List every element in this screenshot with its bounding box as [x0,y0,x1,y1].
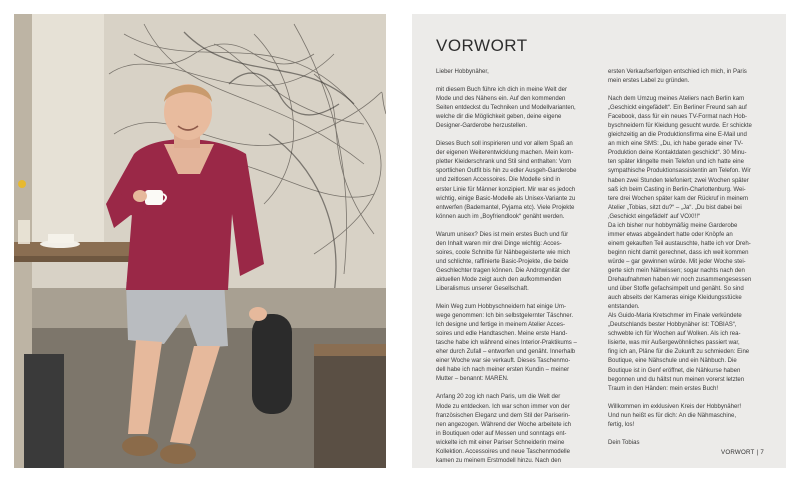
page-title: VORWORT [436,36,528,55]
photo-illustration [14,14,386,468]
paragraph: mit diesem Buch führe ich dich in meine Welt der Mode und des Nähens ein. Auf den kommenden Seiten entdeckst du Techniken und Modellvarianten, welche dir die Möglichkeit geben, deine eigene Designer-Garderobe herzustellen. [436,87,576,130]
foreword-page [412,14,786,468]
paragraph: Lieber Hobbynäher, [436,69,489,75]
paragraph: Warum unisex? Dies ist mein erstes Buch und für den Inhalt waren mir drei Dinge wichtig: Acces- soires, coole Schnitte für Nähbegeisterte wie mich und schlichte, raffinierte Basic-Projekte, die beide Geschlechter tragen können. Die Androgynität der aktuellen Mode zeigt auch den aufkommenden Liberalismus unserer Gesellschaft. [436,231,571,292]
folio-separator: | [756,449,759,456]
text-column-left [436,68,590,466]
page-footer [721,449,764,456]
running-head: VORWORT [721,449,755,456]
paragraph: Willkommen im exklusiven Kreis der Hobbynäher! Und nun heißt es für dich: An die Nähmaschine, fertig, los! [608,403,742,428]
text-column-right [608,68,762,448]
paragraph: Dieses Buch soll inspirieren und vor allem Spaß an der eigenen Weiterentwicklung machen. Mein kom- pletter Kleiderschrank und Stil sind enthalten: Vom sportlichen Outfit bis hin zu edler Ausgeh-Garderobe und zeitlosen Accessoires. Die Modelle sind in erster Linie für Männer konzipiert. Mir war es jedoch wichtig, einige Basic-Modelle als Unisex-Variante zu entwerfen (Bademantel, Pyjama etc). Viele Projekte können auch im „Boyfriendlook“ genäht werden. [436,141,577,220]
signature-line: Dein Tobias [608,439,640,446]
paragraph: Anfang 20 zog ich nach Paris, um die Welt der Mode zu entdecken. Ich war schon immer von der französischen Eleganz und dem Stil der Pariserin- nen angezogen. Während der Woche arbeitete ich in Boutiquen oder auf Messen und sonntags ent- wickelte ich mit einer Pariser Schneiderin meine Kollektion. Accessoires und neue Taschenmodelle kamen zu meinem Erstmodell hinzu. Nach den [436,394,572,464]
page-number: 7 [760,449,764,456]
portrait-photo [14,14,386,468]
paragraph: Nach dem Umzug meines Ateliers nach Berlin kam „Geschickt eingefädelt“. Ein Berliner Freund sah auf Facebook, dass für ein neues TV-Format nach Hob- byschneidern für Kleidung gesucht wurde. Er schickte gleichzeitig an die Produktionsfirma eine E-Mail und an mich eine SMS: „Du, ich habe gerade einer TV- Produktion deine Kontaktdaten geschickt“. 30 Minu- ten später klingelte mein Telefon und ich hatte eine sympathische Produktionsassistentin am Telefon. Wir haben zwei Stunden telefoniert; zwei Wochen später saß ich beim Casting in Berlin-Charlottenburg. Wei- tere drei Wochen später kam der Rückruf in meinem Atelier „Tobias, sitzt du?“ – „Ja“. „Du bist dabei bei ‚Geschickt eingefädelt‘ auf VOX!!!“ Da ich bisher nur hobbymäßig meine Garderobe immer etwas abgeändert hatte oder Knöpfe an einem gekauften Teil austauschte, hatte ich vor Dreh- beginn nicht damit gerechnet, dass ich weit kommen würde – gar gewinnen würde. Mit jeder Woche stei- gerte sich mein Nähwissen; sogar nachts nach den Drehaufnahmen haben wir noch zusammengesessen und über Stoffe gefachsimpelt und genäht. So sind auch abseits der Kameras einige Kleidungsstücke entstanden. Als Guido-Maria Kretschmer im Finale verkündete „Deutschlands bester Hobbynäher ist: TOBIAS“, schwebte ich für Wochen auf Wolken. Als ich rea- lisierte, was mir Außergewöhnliches passiert war, fing ich an, Pläne für die Zukunft zu schmieden: Eine Boutique, eine Nähschule und ein Nähbuch. Die Boutique ist in Genf eröffnet, die Nähkurse haben begonnen und du hältst nun meinen vorerst letzten Traum in den Händen: mein erstes Buch! [608,96,752,392]
paragraph: ersten Verkaufserfolgen entschied ich mich, in Paris mein erstes Label zu gründen. [608,69,747,85]
paragraph: Mein Weg zum Hobbyschneidern hat einige Um- wege genommen: Ich bin selbstgelernter Täschner. Ich designe und fertige in meinem Atelier Acces- soires und edle Handtaschen. Meine erste Hand- tasche habe ich während eines Interior-Praktikums – eher durch Zufall – entworfen und genäht. Innerhalb einer Woche war sie verkauft. Dieses Taschenmo- dell habe ich nach meiner ersten Kundin – meiner Mutter – benannt: MAREN. [436,304,577,383]
